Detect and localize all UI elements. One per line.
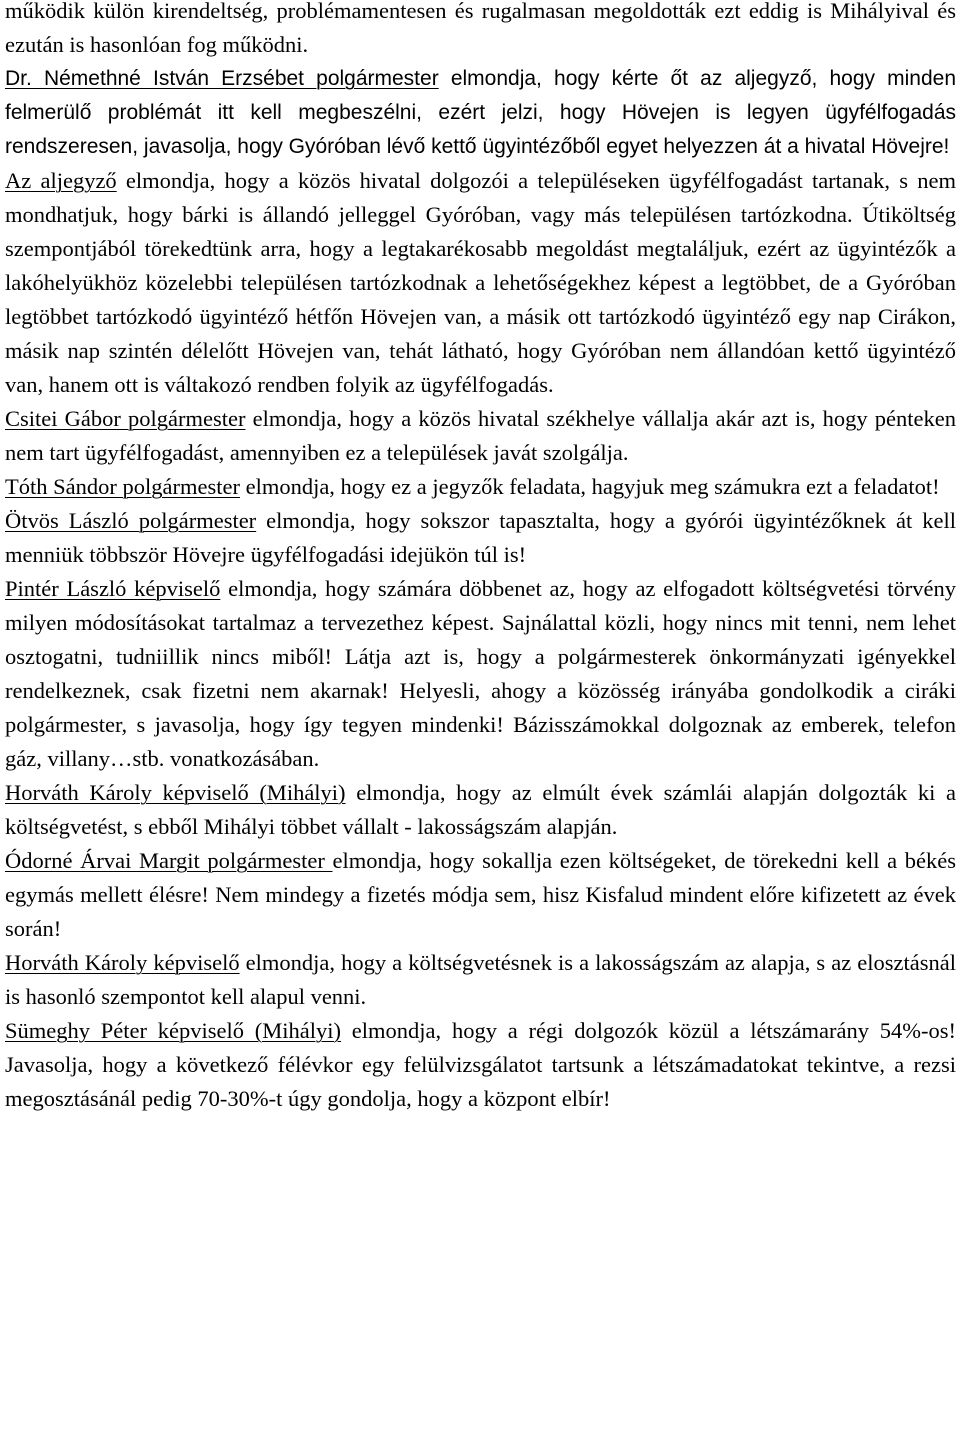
- speaker-name: Az aljegyző: [5, 168, 117, 193]
- speaker-name: Csitei Gábor polgármester: [5, 406, 246, 431]
- speaker-name: Tóth Sándor polgármester: [5, 474, 240, 499]
- paragraph-horvath-mihalyi: [5, 776, 956, 844]
- paragraph-text: elmondja, hogy a közös hivatal székhelye vállalja akár azt is, hogy pénteken nem tart ügyfélfogadást, amennyiben ez a települések javát szolgálja.: [5, 406, 956, 465]
- speaker-name: Dr. Némethné István Erzsébet polgármester: [5, 67, 439, 90]
- paragraph-horvath: [5, 946, 956, 1014]
- paragraph-text: elmondja, hogy a költségvetésnek is a lakosságszám az alapja, s az elosztásnál is hasonló szempontot kell alapul venni.: [5, 950, 956, 1009]
- paragraph-pinter: [5, 572, 956, 776]
- speaker-name: Horváth Károly képviselő (Mihályi): [5, 780, 346, 805]
- paragraph-text: elmondja, hogy a közös hivatal dolgozói a településeken ügyfélfogadást tartanak, s nem mondhatjuk, hogy bárki is állandó jelleggel Gyóróban, vagy más településen tartózkodna. Útiköltség szempontjából törekedtünk arra, hogy a legtakarékosabb megoldást megtaláljuk, ezért az ügyintézők a lakóhelyükhöz közelebbi településen tartózkodnak a lehetőségekhez képest a legtöbbet, de a Gyóróban legtöbbet tartózkodó ügyintéző hétfőn Hövejen van, a másik ott tartózkodó ügyintéző egy nap Cirákon, másik nap szintén délelőtt Hövejen van, tehát látható, hogy Gyóróban nem állandóan kettő ügyintéző van, hanem ott is váltakozó rendben folyik az ügyfélfogadás.: [5, 168, 956, 397]
- paragraph-nemethne: [5, 62, 956, 164]
- paragraph-text: elmondja, hogy a régi dolgozók közül a létszámarány 54%-os! Javasolja, hogy a következő félévkor egy felülvizsgálatot tartsunk a létszámadatokat tekintve, a rezsi megosztásánál pedig 70-30%-t úgy gondolja, hogy a központ elbír!: [5, 1018, 956, 1111]
- paragraph-continuation: [5, 0, 956, 62]
- paragraph-otvos: [5, 504, 956, 572]
- paragraph-aljegyzo: [5, 164, 956, 402]
- paragraph-text: elmondja, hogy ez a jegyzők feladata, hagyjuk meg számukra ezt a feladatot!: [239, 474, 940, 499]
- paragraph-text: elmondja, hogy az elmúlt évek számlái alapján dolgozták ki a költségvetést, s ebből Mihályi többet vállalt - lakosságszám alapján.: [5, 780, 957, 839]
- speaker-name: Ódorné Árvai Margit polgármester: [5, 848, 333, 873]
- speaker-name: Pintér László képviselő: [5, 576, 221, 601]
- paragraph-csitei: [5, 402, 956, 470]
- paragraph-toth: [5, 470, 956, 504]
- paragraph-text: elmondja, hogy sokallja ezen költségeket, de törekedni kell a békés egymás mellett élésre! Nem mindegy a fizetés módja sem, hisz Kisfalud mindent előre kifizetett az évek során!: [5, 848, 956, 941]
- speaker-name: Horváth Károly képviselő: [5, 950, 240, 975]
- paragraph-text: elmondja, hogy kérte őt az aljegyző, hogy minden felmerülő problémát itt kell megbeszélni, ezért jelzi, hogy Hövejen is legyen ügyfélfogadás rendszeresen, javasolja, hogy Gyóróban lévő kettő ügyintézőből egyet helyezzen át a hivatal Hövejre!: [5, 67, 956, 158]
- paragraph-text: működik külön kirendeltség, problémamentesen és rugalmasan megoldották ezt eddig is Mihályival és ezután is hasonlóan fog működni.: [5, 0, 956, 57]
- paragraph-text: elmondja, hogy számára döbbenet az, hogy az elfogadott költségvetési törvény milyen módosításokat tartalmaz a tervezethez képest. Sajnálattal közli, hogy nincs mit tenni, nem lehet osztogatni, tudniillik nincs miből! Látja azt is, hogy a polgármesterek önkormányzati igényekkel rendelkeznek, csak fizetni nem akarnak! Helyesli, ahogy a közösség irányába gondolkodik a ciráki polgármester, s javasolja, hogy így tegyen mindenki! Bázisszámokkal dolgoznak az emberek, telefon gáz, villany…stb. vonatkozásában.: [5, 576, 956, 771]
- paragraph-sumeghy: [5, 1014, 956, 1116]
- speaker-name: Ötvös László polgármester: [5, 508, 257, 533]
- paragraph-odorne: [5, 844, 956, 946]
- paragraph-text: elmondja, hogy sokszor tapasztalta, hogy a gyórói ügyintézőknek át kell menniük többször Hövejre ügyfélfogadási idejükön túl is!: [5, 508, 956, 567]
- speaker-name: Sümeghy Péter képviselő (Mihályi): [5, 1018, 342, 1043]
